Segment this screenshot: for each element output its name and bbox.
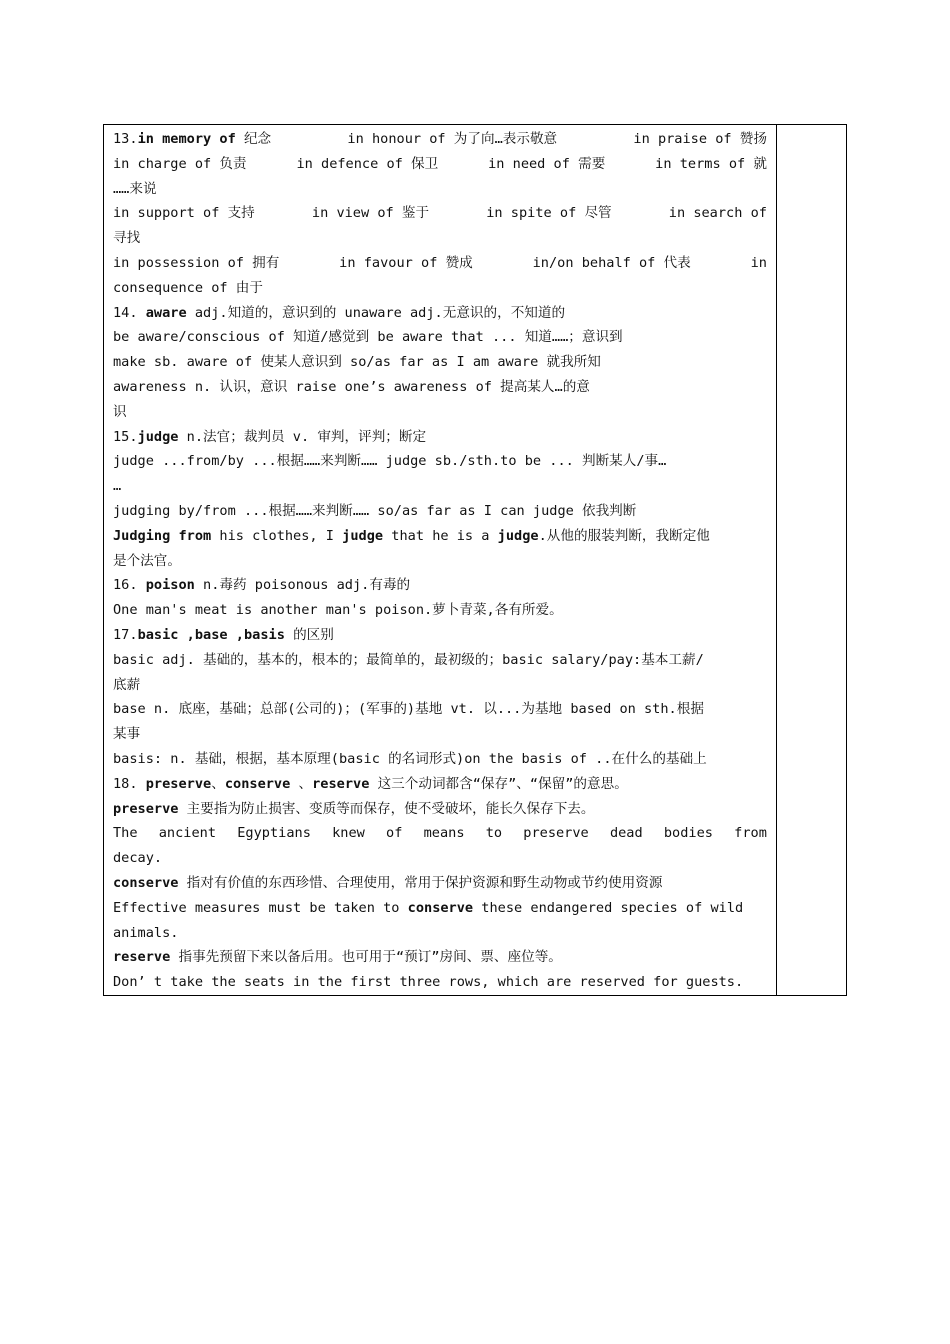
text-segment: 、 <box>211 775 225 792</box>
bold-term: conserve <box>407 899 474 916</box>
text-segment: animals. <box>113 924 179 941</box>
bold-term: basic ,base ,basis <box>137 626 285 643</box>
text-line <box>113 821 767 846</box>
text-line <box>113 573 767 598</box>
text-segment: in defence of 保卫 <box>296 155 439 172</box>
text-line <box>113 425 767 450</box>
text-segment: 指对有价值的东西珍惜、合理使用，常用于保护资源和野生动物或节约使用资源 <box>178 874 663 891</box>
text-segment: these endangered species of wild <box>473 899 744 916</box>
text-segment: in view of 鉴于 <box>311 205 430 222</box>
text-segment: in charge of 负责 <box>113 155 247 172</box>
text-line <box>113 350 767 375</box>
text-segment: 这三个动词都含“保存”、“保留”的意思。 <box>369 775 628 792</box>
text-segment: in favour of 赞成 <box>339 254 473 271</box>
text-segment: basis: n. 基础，根据，基本原理(basic 的名词形式)on the basis of ..在什么的基础上 <box>113 750 707 767</box>
vocabulary-notes <box>113 127 767 995</box>
text-line <box>113 400 767 425</box>
text-segment: Don’ t take the seats in the first three rows, which are reserved for guests. <box>113 974 744 991</box>
bold-term: preserve <box>145 775 212 792</box>
bold-term: judge <box>342 527 384 544</box>
text-segment: One man's meat is another man's poison.萝卜青菜,各有所爱。 <box>113 602 563 619</box>
text-segment: 是个法官。 <box>113 552 181 569</box>
right-empty-column <box>776 125 777 995</box>
text-line <box>113 226 767 251</box>
text-line <box>113 697 767 722</box>
text-line <box>113 846 767 871</box>
text-segment: in praise of 赞扬 <box>633 131 767 147</box>
text-segment: n.法官；裁判员 v. 审判，评判；断定 <box>178 428 427 445</box>
bold-term: conserve <box>113 874 179 891</box>
text-segment: bodies <box>663 825 713 842</box>
text-segment: in possession of 拥有 <box>113 254 280 271</box>
bold-term: Judging from <box>113 527 212 544</box>
text-segment: preserve <box>523 825 589 842</box>
bold-term: judge <box>497 527 539 544</box>
bold-term: conserve <box>224 775 291 792</box>
text-line <box>113 648 767 673</box>
text-segment: The <box>113 825 138 842</box>
text-segment: decay. <box>113 850 163 867</box>
text-segment: basic adj. 基础的，基本的，根本的；最简单的，最初级的；basic salary/pay:基本工薪/ <box>113 651 704 668</box>
text-segment: awareness n. 认识，意识 raise one’s awareness of 提高某人…的意 <box>113 378 590 395</box>
text-segment: his clothes, I <box>211 527 343 544</box>
text-line <box>113 276 767 301</box>
text-line <box>113 251 767 276</box>
text-line <box>113 449 767 474</box>
text-line <box>113 598 767 623</box>
text-segment: 14. <box>113 304 146 321</box>
text-segment: 主要指为防止损害、变质等而保存，使不受破坏，能长久保存下去。 <box>178 800 595 817</box>
text-segment: 识 <box>113 403 127 420</box>
text-segment: 指事先预留下来以备后用。也可用于“预订”房间、票、座位等。 <box>170 949 562 966</box>
text-segment: of <box>386 825 403 842</box>
bold-term: reserve <box>312 775 370 792</box>
text-line <box>113 673 767 698</box>
text-line <box>113 152 767 177</box>
text-segment: make sb. aware of 使某人意识到 so/as far as I am aware 就我所知 <box>113 354 601 371</box>
text-segment: in spite of 尽管 <box>486 205 612 222</box>
bold-term: judge <box>137 428 179 445</box>
text-segment: 18. <box>113 775 146 792</box>
text-segment: from <box>734 825 767 842</box>
text-segment: ……来说 <box>113 180 157 197</box>
text-segment: n.毒药 poisonous adj.有毒的 <box>194 577 411 594</box>
text-segment: 某事 <box>113 726 141 743</box>
text-segment: judging by/from ...根据……来判断…… so/as far as I can judge 依我判断 <box>113 502 637 519</box>
text-segment: … <box>113 478 122 495</box>
text-line <box>113 970 767 995</box>
text-segment: 17. <box>113 626 138 643</box>
text-line <box>113 325 767 350</box>
text-segment: consequence of 由于 <box>113 279 263 296</box>
bold-term: in memory of <box>137 131 236 147</box>
text-line <box>113 945 767 970</box>
text-segment: 纪念 <box>235 131 272 147</box>
text-segment: base n. 底座，基础；总部(公司的)；(军事的)基地 vt. 以...为基地 based on sth.根据 <box>113 701 704 718</box>
text-segment: 、 <box>290 775 313 792</box>
text-segment: adj.知道的，意识到的 unaware adj.无意识的，不知道的 <box>186 304 566 321</box>
document-table <box>103 124 847 996</box>
text-line <box>113 921 767 946</box>
bold-term: reserve <box>113 949 171 966</box>
text-segment: 的区别 <box>284 626 334 643</box>
text-line <box>113 623 767 648</box>
text-segment: 13. <box>113 131 138 147</box>
text-segment: in support of 支持 <box>113 205 255 222</box>
text-line <box>113 375 767 400</box>
text-segment: be aware/conscious of 知道/感觉到 be aware that ... 知道……；意识到 <box>113 329 623 346</box>
text-segment: to <box>485 825 503 842</box>
text-line <box>113 722 767 747</box>
text-line <box>113 524 767 549</box>
text-segment: in honour of 为了向…表示敬意 <box>347 131 558 147</box>
text-segment: that he is a <box>383 527 498 544</box>
text-line <box>113 896 767 921</box>
text-segment <box>113 127 271 152</box>
text-segment: ancient <box>158 825 217 842</box>
text-segment: knew <box>332 825 365 842</box>
text-segment: means <box>423 825 465 842</box>
text-line <box>113 177 767 202</box>
text-segment: 16. <box>113 577 146 594</box>
text-segment: judge ...from/by ...根据……来判断…… judge sb./sth.to be ... 判断某人/事… <box>113 453 667 470</box>
text-segment: 底薪 <box>113 676 141 693</box>
bold-term: preserve <box>113 800 179 817</box>
text-line <box>113 871 767 896</box>
bold-term: poison <box>145 577 195 594</box>
bold-term: aware <box>145 304 187 321</box>
text-segment: in terms of 就 <box>655 155 767 172</box>
text-line <box>113 549 767 574</box>
text-line <box>113 499 767 524</box>
text-line <box>113 747 767 772</box>
text-line <box>113 127 767 152</box>
text-line <box>113 201 767 226</box>
text-segment: Effective measures must be taken to <box>113 899 408 916</box>
text-segment: in/on behalf of 代表 <box>532 254 691 271</box>
text-segment: dead <box>609 825 643 842</box>
text-segment: .从他的服装判断，我断定他 <box>538 527 710 544</box>
text-segment: Egyptians <box>237 825 311 842</box>
text-line <box>113 474 767 499</box>
text-segment: 15. <box>113 428 138 445</box>
text-line <box>113 301 767 326</box>
text-segment: in <box>750 254 767 271</box>
text-segment: 寻找 <box>113 230 141 247</box>
text-segment: in search of <box>668 205 767 222</box>
text-line <box>113 772 767 797</box>
text-segment: in need of 需要 <box>488 155 606 172</box>
text-line <box>113 797 767 822</box>
